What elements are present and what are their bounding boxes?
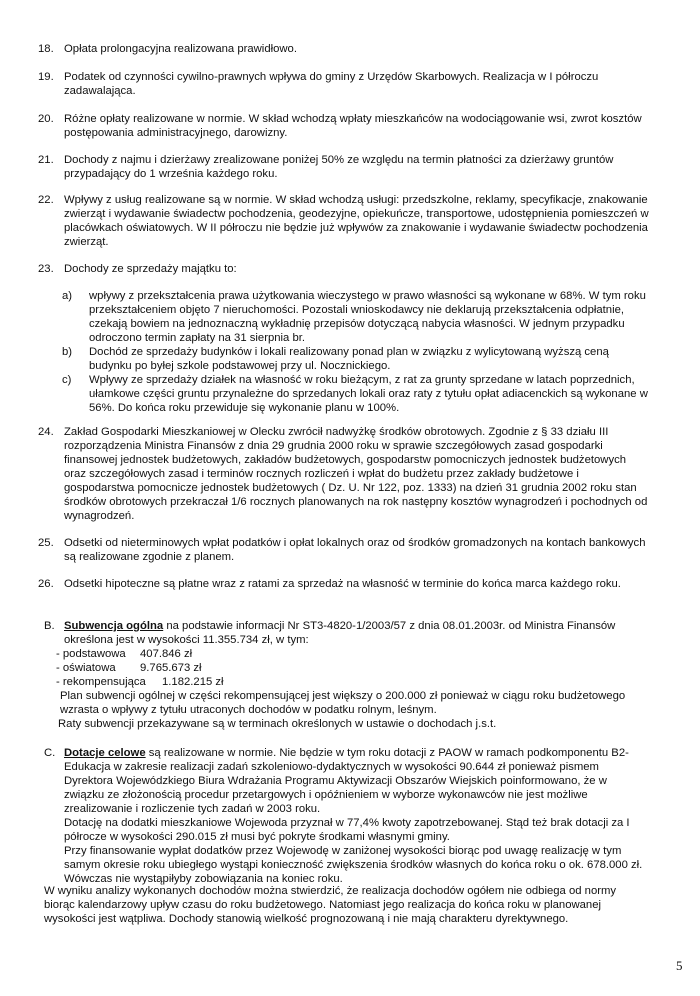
subsidy-list: [56, 647, 224, 689]
item-number: 19.: [38, 71, 54, 83]
item-number: 20.: [38, 113, 54, 125]
section-intro: [64, 619, 650, 647]
item-text: Różne opłaty realizowane w normie. W skład wchodzą wpłaty mieszkańców na wodociągowanie wsi, zwrot kosztów postępowania administracyjnego, darowizny.: [64, 113, 642, 139]
list-item: [38, 425, 650, 523]
sub-list-item: [62, 373, 648, 415]
section-intro-text: na podstawie informacji Nr ST3-4820-1/2003/57 z dnia 08.01.2003r. od Ministra Finansów określona jest w wysokości 11.355.734 zł, w tym:: [64, 620, 616, 646]
list-item: [38, 42, 650, 56]
item-number: 18.: [38, 43, 54, 55]
subsidy-label: - oświatowa: [56, 662, 116, 674]
sub-item-letter: a): [62, 290, 73, 302]
item-text: Wpływy z usług realizowane są w normie. W skład wchodzą usługi: przedszkolne, reklamy, specyfikacje, znakowanie zwierząt i wydawanie świadectw pochodzenia, geodezyjne, opiekuńcze, transportowe, udostępnienia pomieszczeń w placówkach oświatowych. W II półroczu nie będzie już wpływów za znakowanie i wydawanie świadectw pochodzenia zwierząt.: [64, 194, 649, 248]
item-number: 22.: [38, 194, 54, 206]
item-number: 24.: [38, 426, 54, 438]
list-item: [38, 112, 650, 140]
section-text-1: są realizowane w normie. Nie będzie w tym roku dotacji z PAOW w ramach podkomponentu B2-Edukacja w zakresie realizacji zadań szkoleniowo-dydaktycznych w wysokości 90.644 zł ponieważ pismem Dyrektora Wojewódzkiego Biura Wdrażania Programu Aktywizacji Obszarów Wiejskich poinformowano, że w związku ze złożonością procedur przetargowych i opóźnieniem w wyborze wykonawców nie jest możliwe zrealizowanie i rozliczenie tych zadań w 2003 roku.: [64, 747, 629, 815]
subsidy-value: 9.765.673 zł: [140, 662, 202, 674]
subsidy-row: [56, 647, 224, 661]
subsidy-note: Plan subwencji ogólnej w części rekompensującej jest większy o 200.000 zł ponieważ w ciągu roku budżetowego wzrasta o wpływy z tytułu utraconych dochodów w podatku rolnym, leśnym.: [60, 690, 626, 716]
page-number: 5: [676, 958, 683, 973]
item-text: Odsetki od nieterminowych wpłat podatków i opłat lokalnych oraz od środków gromadzonych na kontach bankowych są realizowane zgodnie z planem.: [64, 537, 646, 563]
sub-item-letter: c): [62, 374, 72, 386]
section-text: [64, 746, 650, 816]
sub-list-item: [62, 289, 648, 345]
list-item: [38, 262, 650, 276]
section-heading: Subwencja ogólna: [64, 620, 164, 632]
subsidy-label: - podstawowa: [56, 648, 126, 660]
item-text: Odsetki hipoteczne są płatne wraz z ratami za sprzedaż na własność w terminie do końca marca każdego roku.: [64, 578, 621, 590]
item-number: 23.: [38, 263, 54, 275]
subsidy-label: - rekompensująca: [56, 676, 146, 688]
section-letter: B.: [44, 620, 55, 632]
subsidy-value: 1.182.215 zł: [162, 676, 224, 688]
section-paragraph: Dotację na dodatki mieszkaniowe Wojewoda przyznał w 77,4% kwoty zapotrzebowanej. Stąd też brak dotacji za I półrocze w wysokości 290.015 zł musi być pokryte środkami własnymi gminy.: [64, 817, 630, 843]
sub-item-letter: b): [62, 346, 73, 358]
summary-paragraph: W wyniku analizy wykonanych dochodów można stwierdzić, że realizacja dochodów ogółem nie odbiega od normy biorąc kalendarzowy upływ czasu do roku budżetowego. Natomiast jego realizacja do końca roku w planowanej wysokości jest wątpliwa. Dochody stanowią wielkość prognozowaną i nie mają charakteru dyrektywnego.: [44, 885, 617, 925]
item-text: Dochody z najmu i dzierżawy zrealizowane poniżej 50% ze względu na termin płatności za dzierżawy gruntów przypadający do 1 września każdego roku.: [64, 154, 614, 180]
item-number: 21.: [38, 154, 54, 166]
sub-item-text: Wpływy ze sprzedaży działek na własność w roku bieżącym, z rat za grunty sprzedane w latach poprzednich, ułamkowe części gruntu przynależne do sprzedanych lokali oraz raty z tytułu opłat adiacenckich są wykonane w 56%. Do końca roku przewiduje się wykonanie planu w 100%.: [89, 374, 648, 414]
item-text: Podatek od czynności cywilno-prawnych wpływa do gminy z Urzędów Skarbowych. Realizacja w I półroczu zadawalająca.: [64, 71, 599, 97]
section-c: [38, 746, 650, 816]
item-number: 26.: [38, 578, 54, 590]
subsidy-row: [56, 675, 224, 689]
item-text: Zakład Gospodarki Mieszkaniowej w Olecku zwrócił nadwyżkę środków obrotowych. Zgodnie z § 33 działu III rozporządzenia Ministra Finansów z dnia 29 grudnia 2000 roku w sprawie szczegółowych zasad gospodarki finansowej jednostek budżetowych, zakładów budżetowych, gospodarstw pomocniczych jednostek budżetowych oraz szczegółowych zasad i terminów rocznych rozliczeń i wpłat do budżetu przez zakłady budżetowe i gospodarstwa pomocnicze jednostek budżetowych ( Dz. U. Nr 122, poz. 1333) na dzień 31 grudnia 2002 roku stan środków obrotowych przekraczał 1/6 rocznych planowanych na rok następny kosztów wynagrodzeń i pochodnych od wynagrodzeń.: [64, 426, 648, 522]
list-item: [38, 577, 650, 591]
sub-item-text: Dochód ze sprzedaży budynków i lokali realizowany ponad plan w związku z wylicytowaną wyższą ceną budynku po byłej szkole podstawowej przy ul. Nocznickiego.: [89, 346, 609, 372]
subsidy-note: Raty subwencji przekazywane są w terminach określonych w ustawie o dochodach j.s.t.: [58, 718, 497, 730]
sub-list-item: [62, 345, 648, 373]
list-item: [38, 536, 650, 564]
item-number: 25.: [38, 537, 54, 549]
section-paragraph: Przy finansowanie wypłat dodatków przez Wojewodę w zaniżonej wysokości biorąc pod uwagę realizację w tym samym okresie roku ubiegłego wystąpi konieczność zwiększenia środków własnych do końca roku o ok. 678.000 zł. Wówczas nie wystąpiłyby zobowiązania na koniec roku.: [64, 845, 643, 885]
list-item: [38, 153, 650, 181]
list-item: [38, 193, 650, 249]
subsidy-row: [56, 661, 224, 675]
subsidy-value: 407.846 zł: [140, 648, 193, 660]
section-letter: C.: [44, 747, 56, 759]
item-text: Dochody ze sprzedaży majątku to:: [64, 263, 237, 275]
list-item: [38, 70, 650, 98]
item-text: Opłata prolongacyjna realizowana prawidłowo.: [64, 43, 297, 55]
section-b: [38, 619, 650, 647]
sub-item-text: wpływy z przekształcenia prawa użytkowania wieczystego w prawo własności są wykonane w 68%. W tym roku przekształceniem objęto 7 nieruchomości. Pozostali wnioskodawcy nie deklarują przekształcenia odpłatnie, czekają bowiem na jednoznaczną wykładnię przepisów dotyczącą nabycia własności. W jednym przypadku odroczono termin zapłaty na 31 sierpnia br.: [89, 290, 646, 344]
section-heading: Dotacje celowe: [64, 747, 146, 759]
